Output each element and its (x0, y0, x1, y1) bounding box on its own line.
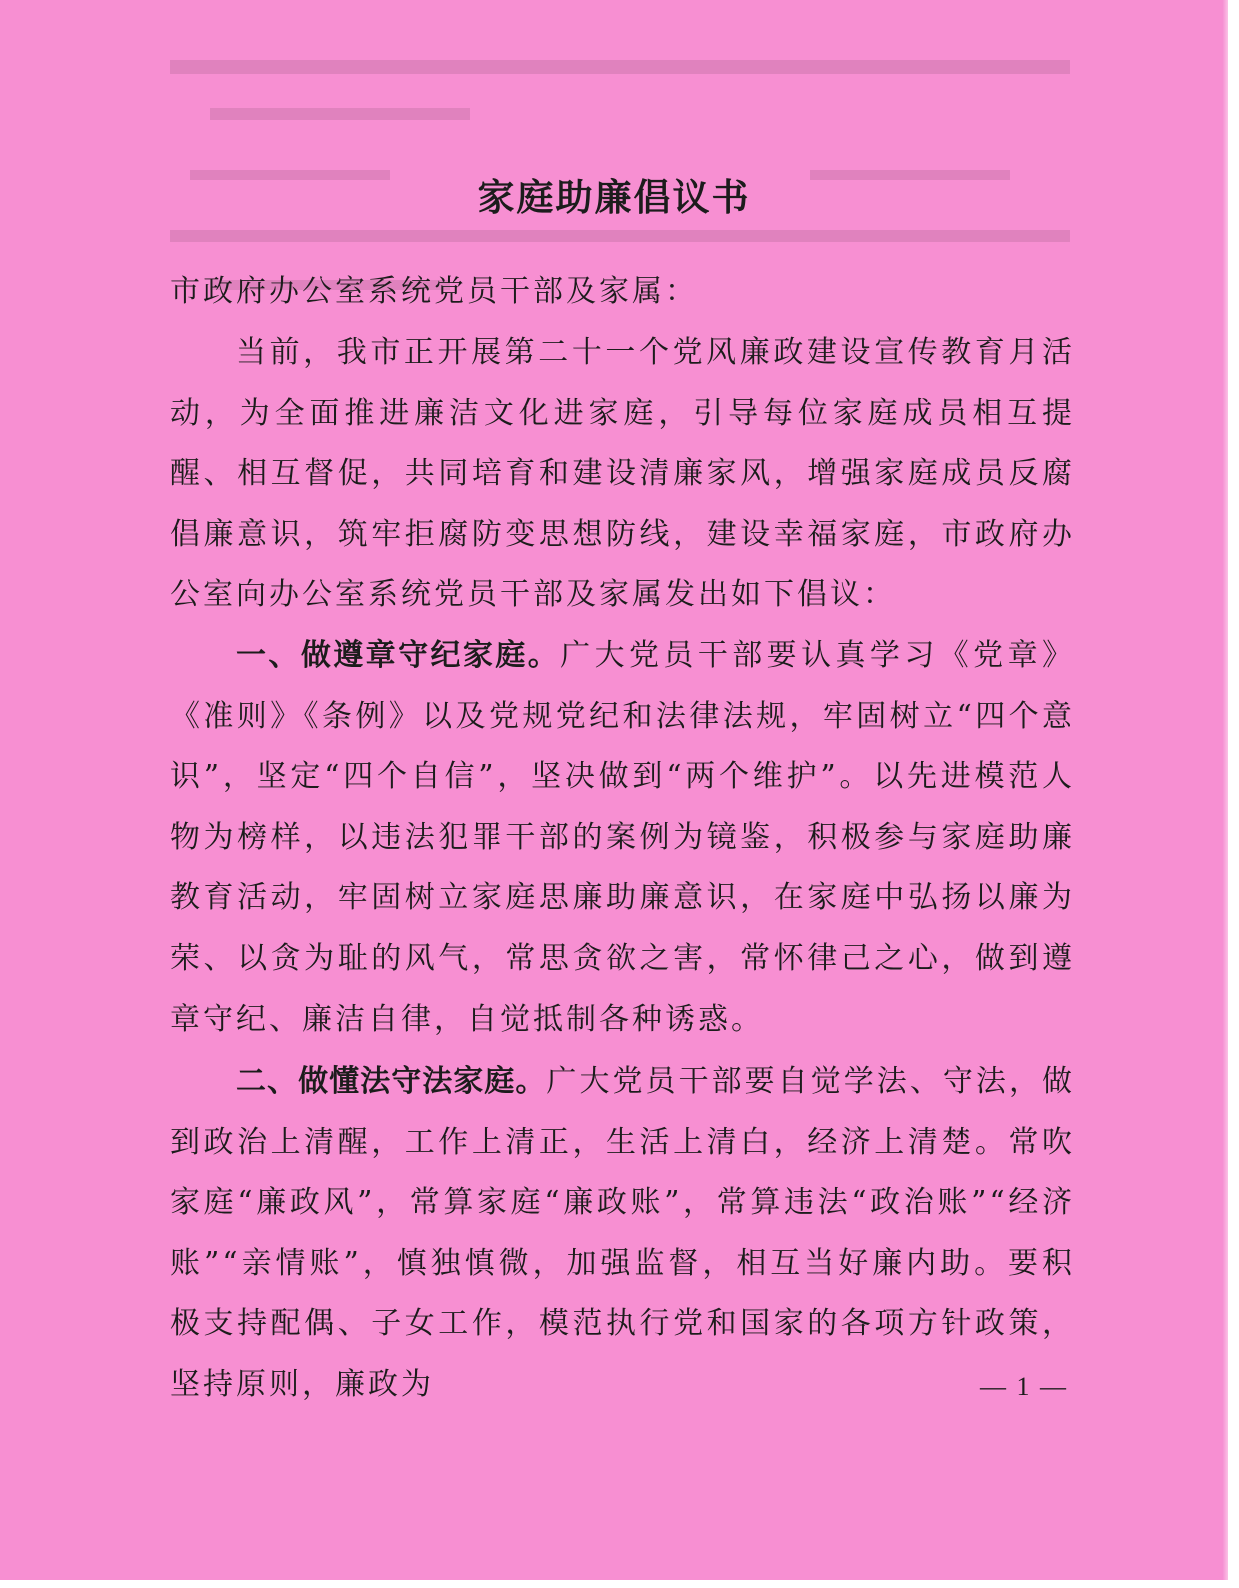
page-number: — 1 — (980, 1372, 1068, 1401)
section-2-body: 广大党员干部要自觉学法、守法，做到政治上清醒，工作上清正，生活上清白，经济上清楚。常吹家庭“廉政风”，常算家庭“廉政账”，常算违法“政治账”“经济账”“亲情账”，慎独慎微，加强监督，相互当好廉内助。要积极支持配偶、子女工作，模范执行党和国家的各项方针政策，坚持原则，廉政为 (170, 1064, 1076, 1402)
document-title: 家庭助廉倡议书 (477, 176, 751, 219)
intro-paragraph: 当前，我市正开展第二十一个党风廉政建设宣传教育月活动，为全面推进廉洁文化进家庭，引导每位家庭成员相互提醒、相互督促，共同培育和建设清廉家风，增强家庭成员反腐倡廉意识，筑牢拒腐防变思想防线，建设幸福家庭，市政府办公室向办公室系统党员干部及家属发出如下倡议： (170, 335, 1075, 613)
salutation: 市政府办公室系统党员干部及家属： (170, 274, 698, 309)
section-2-heading: 二、做懂法守法家庭。 (236, 1064, 547, 1099)
section-2-paragraph (170, 1052, 1075, 1416)
section-1-heading: 一、做遵章守纪家庭。 (236, 638, 561, 673)
section-1-body: 广大党员干部要认真学习《党章》《准则》《条例》以及党规党纪和法律法规，牢固树立“四个意识”，坚定“四个自信”，坚决做到“两个维护”。以先进模范人物为榜样，以违法犯罪干部的案例为镜鉴，积极参与家庭助廉教育活动，牢固树立家庭思廉助廉意识，在家庭中弘扬以廉为荣、以贪为耻的风气，常思贪欲之害，常怀律己之心，做到遵章守纪、廉洁自律，自觉抵制各种诱惑。 (170, 638, 1076, 1037)
scan-edge (1222, 0, 1228, 1580)
section-1-paragraph (170, 626, 1075, 1050)
